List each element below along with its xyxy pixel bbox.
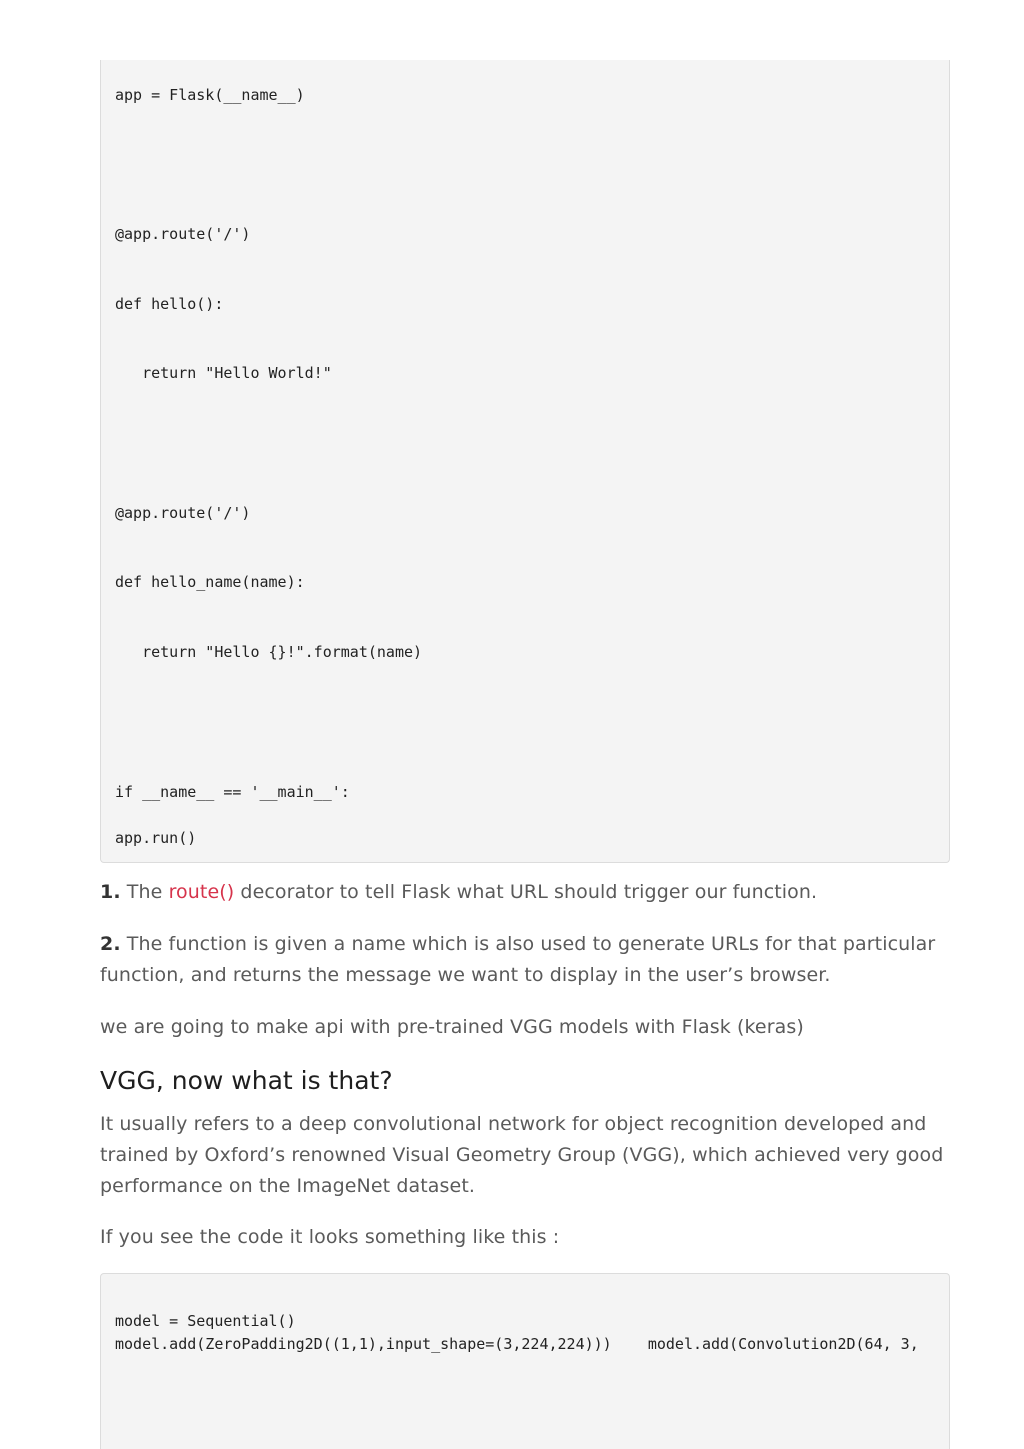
flask-code-block [100,60,950,863]
route-inline-code: route() [168,881,235,903]
code-line: return "Hello {}!".format(name) [115,643,423,661]
note-1-paragraph [100,877,950,908]
vgg-code-block [100,1273,950,1449]
code-line: return "Hello World!" [115,364,332,382]
note-2-paragraph [100,929,950,991]
code-line: model.add(ZeroPadding2D((1,1),input_shape=(3,224,224))) model.add(Convolution2D(64, 3, [115,1335,919,1353]
note-1-text-before: The [120,881,169,903]
note-1-text-after: decorator to tell Flask what URL should trigger our function. [234,881,818,903]
code-line: def hello(): [115,295,224,313]
section-heading: VGG, now what is that? [100,1066,393,1095]
code-line: @app.route('/') [115,225,251,243]
vgg-description-paragraph: It usually refers to a deep convolutional network for object recognition developed and trained by Oxford’s renowned Visual Geometry Group (VGG), which achieved very good performance on the ImageNet dataset. [100,1113,944,1197]
code-line: app.run() [115,829,197,847]
code-intro-paragraph: If you see the code it looks something like this : [100,1226,560,1248]
intro-paragraph: we are going to make api with pre-trained VGG models with Flask (keras) [100,1016,804,1038]
note-2-text: The function is given a name which is also used to generate URLs for that particular function, and returns the message we want to display in the user’s browser. [100,933,936,986]
code-line: @app.route('/') [115,504,251,522]
note-2-number: 2. [100,933,121,955]
code-line: model = Sequential() [115,1312,296,1330]
code-line: if __name__ == '__main__': [115,783,350,801]
code-line: def hello_name(name): [115,573,305,591]
note-1-number: 1. [100,881,121,903]
code-line: app = Flask(__name__) [115,86,305,104]
